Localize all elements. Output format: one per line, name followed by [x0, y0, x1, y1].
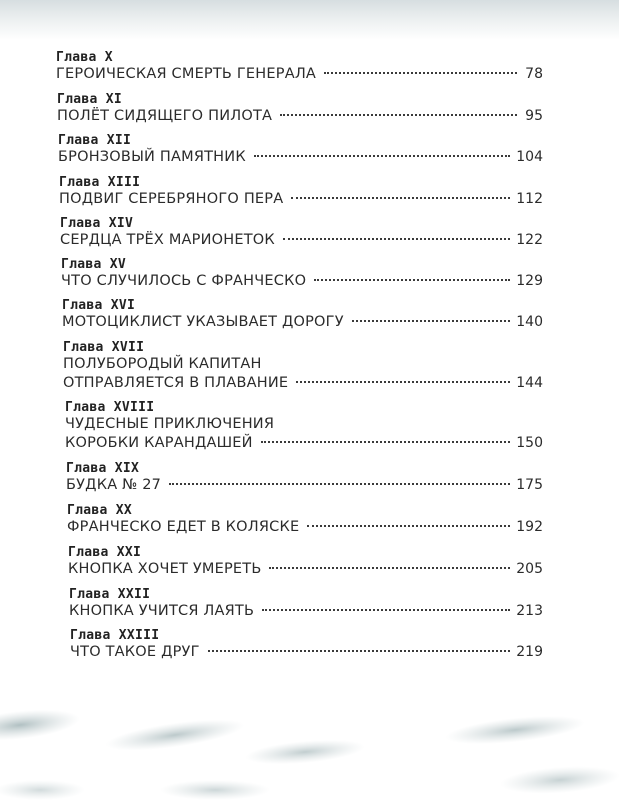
chapter-number: Глава XI — [57, 92, 123, 107]
chapter-title: БУДКА № 27 — [66, 477, 162, 493]
chapter-title: ОТПРАВЛЯЕТСЯ В ПЛАВАНИЕ — [63, 375, 289, 391]
dot-leader — [208, 650, 511, 652]
chapter-title-line: ЧУДЕСНЫЕ ПРИКЛЮЧЕНИЯ — [65, 416, 275, 432]
chapter-title: ГЕРОИЧЕСКАЯ СМЕРТЬ ГЕНЕРАЛА — [56, 66, 317, 82]
chapter-number: Глава XVI — [62, 298, 136, 313]
dot-leader — [352, 320, 511, 322]
page-number: 112 — [516, 191, 543, 207]
snow-patch — [160, 780, 270, 800]
dot-leader — [324, 72, 517, 74]
chapter-title: МОТОЦИКЛИСТ УКАЗЫВАЕТ ДОРОГУ — [62, 314, 344, 330]
page-number: 192 — [516, 519, 543, 535]
chapter-number: Глава XIII — [59, 175, 141, 190]
chapter-number: Глава XIV — [60, 216, 134, 231]
dot-leader — [307, 525, 510, 527]
toc-entry[interactable] — [60, 216, 543, 250]
page-number: 150 — [516, 435, 543, 451]
chapter-title: ПОДВИГ СЕРЕБРЯНОГО ПЕРА — [59, 191, 284, 207]
chapter-number: Глава XVII — [63, 340, 145, 355]
toc-entry[interactable] — [70, 628, 543, 662]
chapter-number: Глава XX — [67, 503, 133, 518]
chapter-number: Глава XII — [58, 133, 132, 148]
dot-leader — [269, 567, 510, 569]
toc-entry[interactable] — [62, 298, 543, 332]
chapter-number: Глава X — [56, 50, 113, 65]
page-number: 122 — [516, 232, 543, 248]
chapter-title: ЧТО ТАКОЕ ДРУГ — [70, 644, 200, 660]
toc-entry[interactable] — [59, 175, 543, 209]
toc-entry[interactable] — [63, 340, 543, 393]
dot-leader — [169, 483, 510, 485]
page-number: 213 — [516, 603, 543, 619]
chapter-title: ЧТО СЛУЧИЛОСЬ С ФРАНЧЕСКО — [61, 273, 307, 289]
chapter-title: ФРАНЧЕСКО ЕДЕТ В КОЛЯСКЕ — [67, 519, 300, 535]
chapter-number: Глава XXII — [69, 587, 151, 602]
page-number: 104 — [516, 149, 543, 165]
page-number: 129 — [516, 273, 543, 289]
chapter-number: Глава XIX — [66, 461, 140, 476]
chapter-title: КОРОБКИ КАРАНДАШЕЙ — [65, 435, 253, 451]
dot-leader — [314, 279, 510, 281]
dot-leader — [280, 114, 517, 116]
page-number: 219 — [516, 644, 543, 660]
page-number: 95 — [525, 108, 543, 124]
dot-leader — [283, 238, 510, 240]
dot-leader — [261, 441, 511, 443]
chapter-number: Глава XVIII — [65, 400, 155, 415]
page-number: 205 — [516, 561, 543, 577]
toc-entry[interactable] — [65, 400, 543, 453]
toc-entry[interactable] — [66, 461, 543, 495]
snow-patch — [499, 763, 619, 797]
dot-leader — [262, 609, 510, 611]
toc-entry[interactable] — [56, 50, 543, 84]
dot-leader — [291, 197, 510, 199]
chapter-title: КНОПКА УЧИТСЯ ЛАЯТЬ — [69, 603, 255, 619]
chapter-title: СЕРДЦА ТРЁХ МАРИОНЕТОК — [60, 232, 275, 248]
chapter-title: ПОЛЁТ СИДЯЩЕГО ПИЛОТА — [57, 108, 273, 124]
dot-leader — [254, 155, 510, 157]
chapter-title-line: ПОЛУБОРОДЫЙ КАПИТАН — [63, 356, 262, 372]
toc-entry[interactable] — [57, 92, 543, 126]
snow-patch — [0, 780, 85, 800]
page-number: 78 — [525, 66, 543, 82]
toc-entry[interactable] — [69, 587, 543, 621]
toc-entry[interactable] — [58, 133, 543, 167]
page-number: 144 — [516, 375, 543, 391]
chapter-number: Глава XV — [61, 257, 127, 272]
toc-entry[interactable] — [68, 545, 543, 579]
chapter-number: Глава XXI — [68, 545, 142, 560]
snow-patch — [104, 713, 246, 756]
chapter-title: КНОПКА ХОЧЕТ УМЕРЕТЬ — [68, 561, 262, 577]
snow-patch — [244, 736, 365, 768]
snow-drift-decoration — [0, 690, 619, 800]
page-number: 140 — [516, 314, 543, 330]
snow-patch — [444, 711, 586, 750]
dot-leader — [296, 381, 510, 383]
toc-entry[interactable] — [61, 257, 543, 291]
toc-entry[interactable] — [67, 503, 543, 537]
chapter-number: Глава XXIII — [70, 628, 160, 643]
page-number: 175 — [516, 477, 543, 493]
chapter-title: БРОНЗОВЫЙ ПАМЯТНИК — [58, 149, 246, 165]
snow-patch — [0, 705, 81, 745]
